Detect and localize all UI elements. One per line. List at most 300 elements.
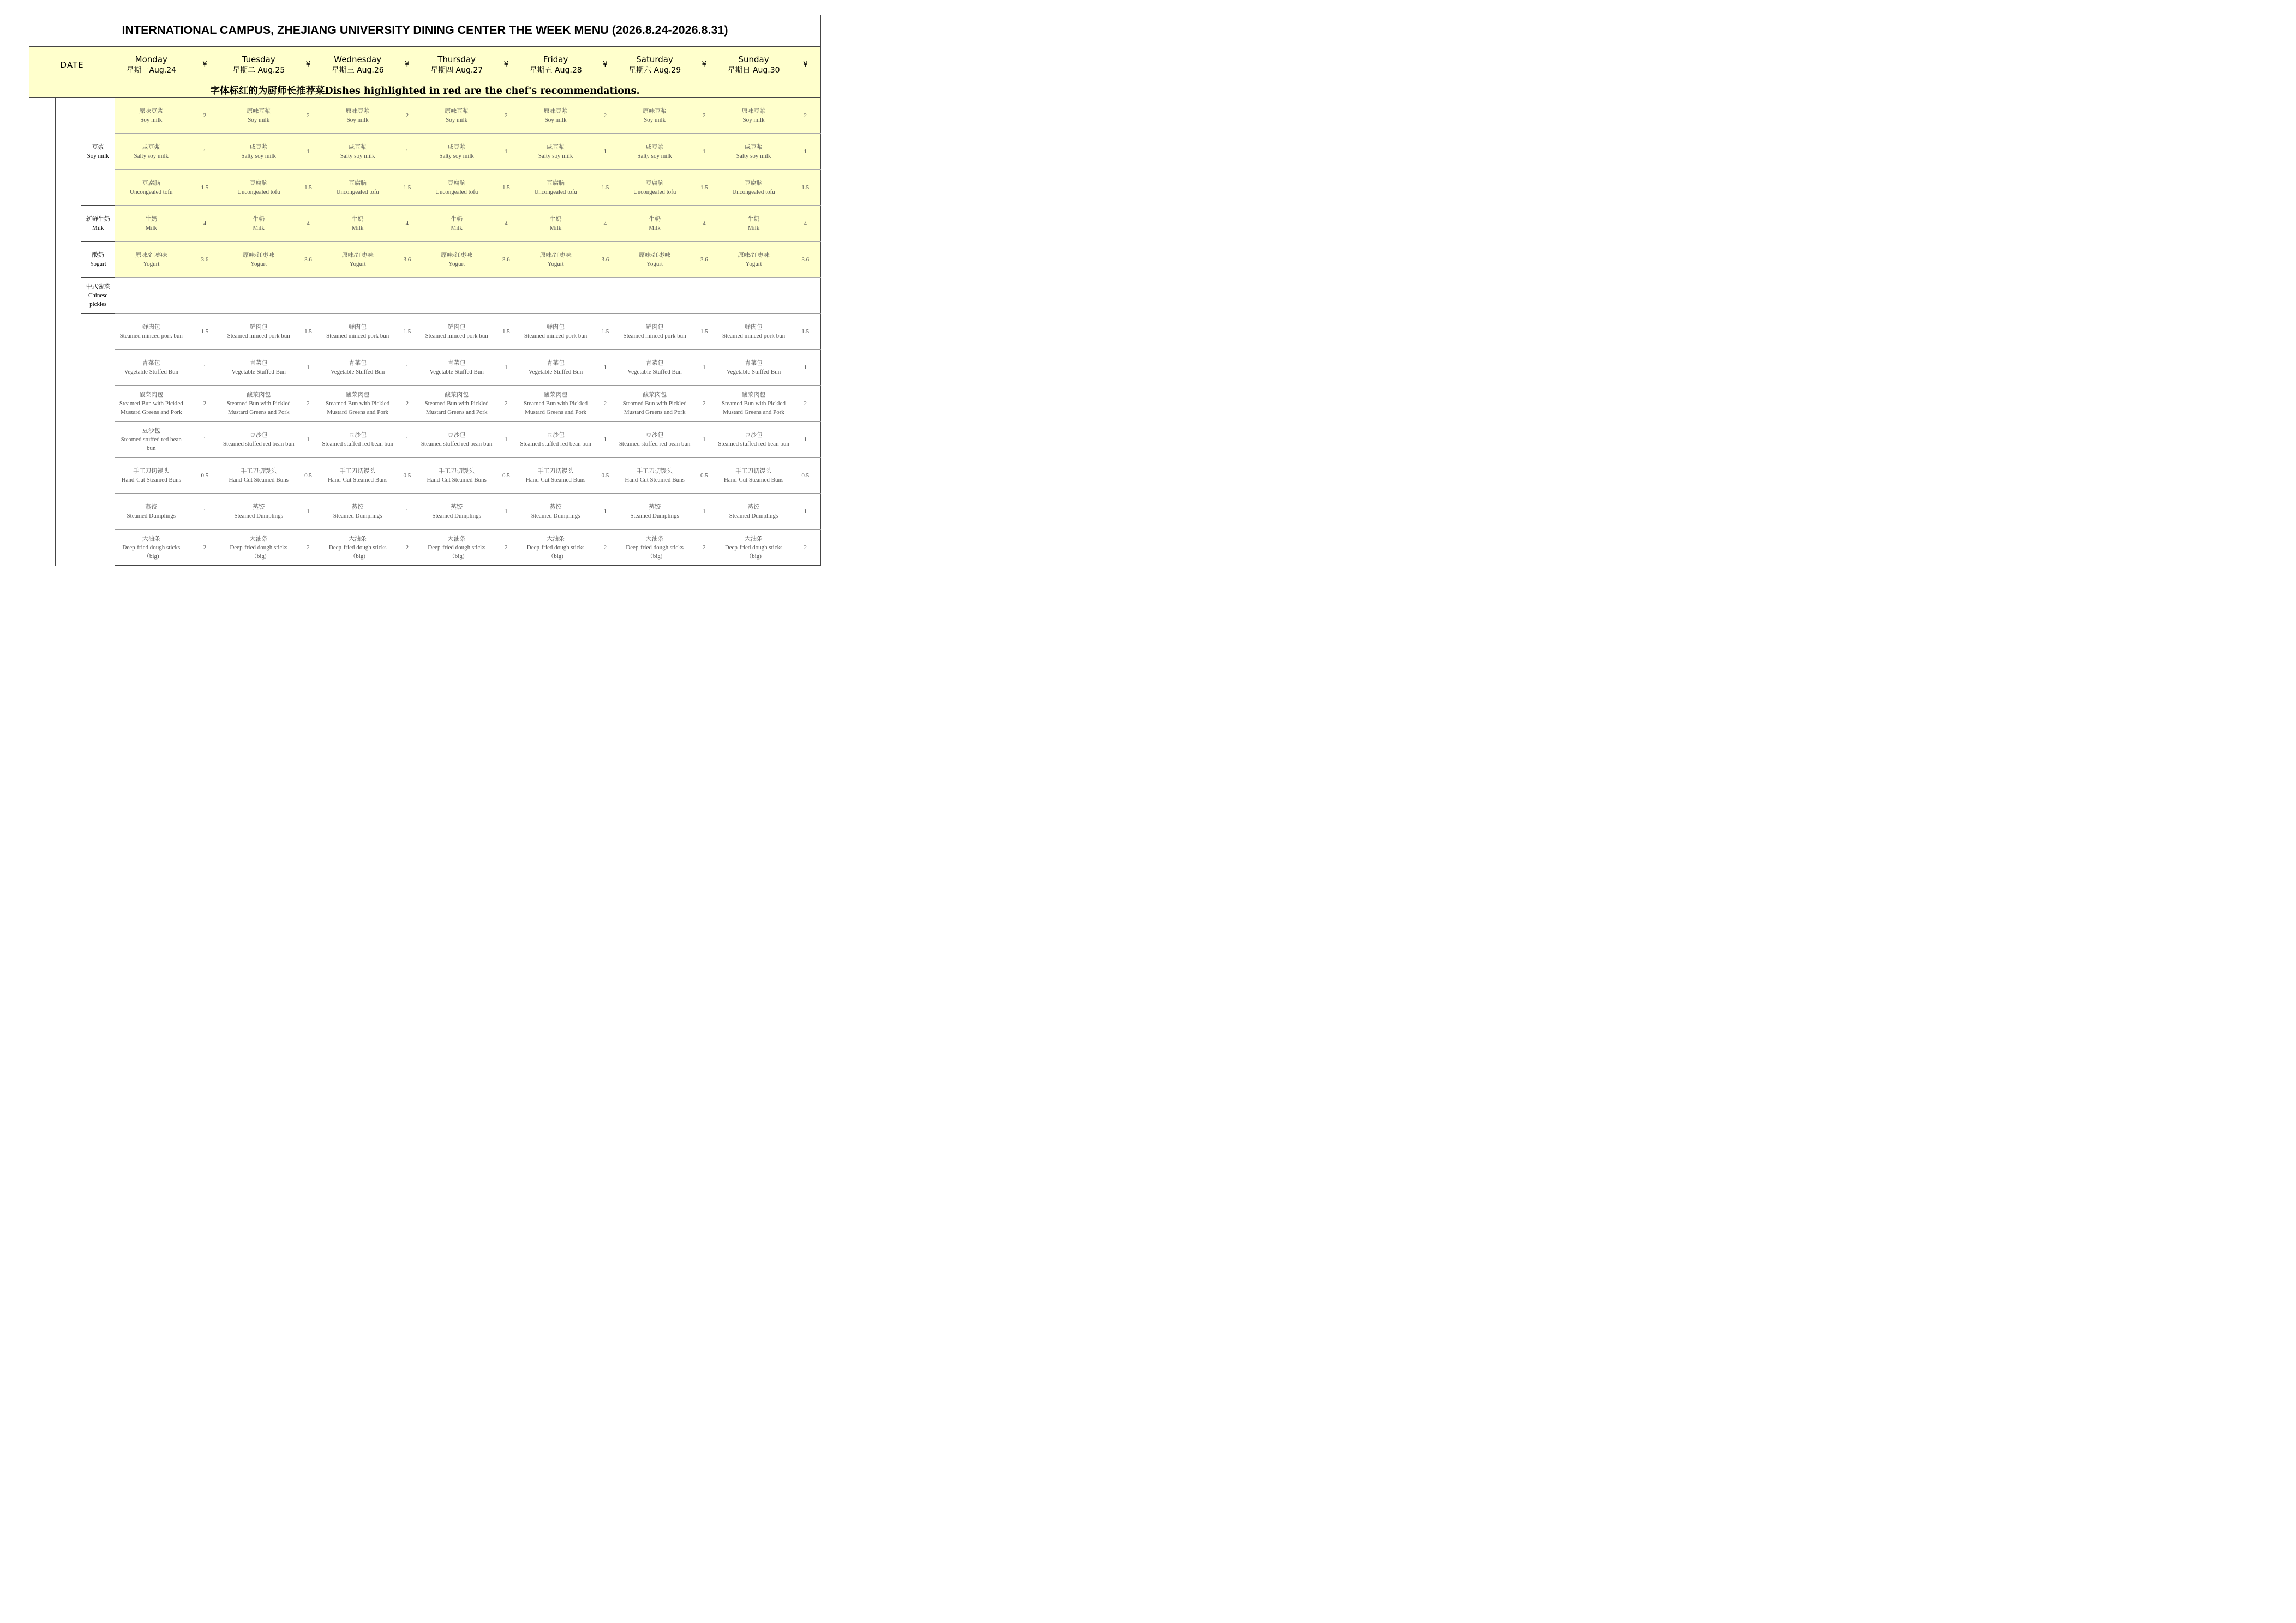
dish-name-en: Yogurt <box>646 260 663 267</box>
dish-cell <box>618 530 691 566</box>
dish-cell <box>717 98 790 134</box>
dish-name-en: Steamed stuffed red bean bun <box>322 440 393 447</box>
dish-name-zh: 大油条 <box>745 535 763 542</box>
dish-name-en: Steamed minced pork bun <box>326 332 389 339</box>
dish-name-zh: 大油条 <box>547 535 565 542</box>
dish-name-zh: 豆沙包 <box>745 431 763 438</box>
dish-name-en: Steamed stuffed red bean bun <box>421 440 493 447</box>
dish-cell <box>717 350 790 386</box>
dish-cell <box>420 458 493 494</box>
dish-name-en: Deep-fried dough sticks（big) <box>230 544 288 560</box>
price-cell: 1.5 <box>295 314 321 350</box>
price-cell: 1 <box>187 134 222 170</box>
dish-name-zh: 手工刀切馒头 <box>133 467 170 474</box>
dish-name-zh: 原味/红枣味 <box>539 251 572 259</box>
price-cell: 2 <box>691 530 717 566</box>
price-cell: 1 <box>592 422 619 458</box>
dish-name-en: Deep-fried dough sticks <box>122 544 181 551</box>
dish-cell <box>321 170 394 206</box>
dish-cell <box>420 422 493 458</box>
dish-cell <box>420 98 493 134</box>
dish-name-en: Soy milk <box>644 116 666 123</box>
price-cell: 1 <box>187 422 222 458</box>
dish-cell <box>115 350 188 386</box>
dish-cell <box>222 458 295 494</box>
dish-name-en: Vegetable Stuffed Bun <box>429 368 484 375</box>
price-cell: 1.5 <box>394 170 421 206</box>
section-spacer <box>29 98 56 566</box>
dish-cell <box>115 314 188 350</box>
price-cell: 2 <box>691 386 717 422</box>
dish-name-en: Steamed minced pork bun <box>425 332 488 339</box>
dish-name-zh: 豆腐脑 <box>249 179 268 187</box>
category-cell <box>81 206 115 242</box>
dish-name-zh: 原味豆浆 <box>445 107 469 115</box>
dish-name-zh: 鲜肉包 <box>745 323 763 330</box>
dish-cell <box>717 494 790 530</box>
price-cell: 2 <box>493 386 519 422</box>
dish-cell <box>115 206 188 242</box>
dish-name-zh: 豆沙包 <box>249 431 268 438</box>
dish-cell <box>717 422 790 458</box>
price-cell: 1 <box>592 134 619 170</box>
dish-name-en: Milk <box>747 224 760 231</box>
category-label: Soy milk <box>87 152 109 159</box>
dish-name-en: Milk <box>351 224 364 231</box>
price-cell: 3.6 <box>394 242 421 278</box>
dish-name-en-cont: Mustard Greens and Pork <box>425 408 488 416</box>
price-cell: 4 <box>394 206 421 242</box>
dish-cell <box>420 242 493 278</box>
yen-header: ¥ <box>295 46 321 83</box>
dish-name-en: Steamed stuffed red bean bun <box>718 440 789 447</box>
price-cell: 2 <box>790 530 820 566</box>
dish-name-en: Hand-Cut Steamed Buns <box>525 476 586 483</box>
dish-name-en: Uncongealed tofu <box>732 188 775 195</box>
dish-name-zh: 咸豆浆 <box>447 143 466 151</box>
dish-cell <box>222 98 295 134</box>
dish-name-en: Steamed Bun with Pickled <box>424 400 489 407</box>
dish-name-en: Steamed Dumplings <box>630 512 679 519</box>
dish-name-zh: 豆腐脑 <box>547 179 565 187</box>
price-cell: 1 <box>493 350 519 386</box>
dish-cell <box>321 494 394 530</box>
day-header <box>618 46 691 83</box>
dish-name-zh: 手工刀切馒头 <box>537 467 574 474</box>
price-cell: 1.5 <box>592 314 619 350</box>
dish-cell <box>115 98 188 134</box>
dish-name-zh: 豆沙包 <box>547 431 565 438</box>
price-cell: 2 <box>493 98 519 134</box>
dish-name-en: Yogurt <box>448 260 465 267</box>
price-cell: 1.5 <box>592 170 619 206</box>
dish-cell <box>222 350 295 386</box>
dish-name-en: Uncongealed tofu <box>435 188 478 195</box>
dish-name-en: Soy milk <box>346 116 369 123</box>
dish-cell <box>519 242 592 278</box>
dish-cell <box>321 98 394 134</box>
dish-name-en: Deep-fried dough sticks（big) <box>724 544 783 560</box>
dish-cell <box>115 170 188 206</box>
dish-cell <box>222 206 295 242</box>
price-cell: 4 <box>790 206 820 242</box>
price-cell: 2 <box>790 386 820 422</box>
dish-name-en: Steamed Dumplings <box>127 512 176 519</box>
dish-name-zh: 鲜肉包 <box>547 323 565 330</box>
dish-name-en: Soy milk <box>742 116 765 123</box>
dish-name-zh: 大油条 <box>349 535 367 542</box>
dish-cell <box>115 458 188 494</box>
dish-name-zh: 原味豆浆 <box>741 107 766 115</box>
dish-name-en-cont: Mustard Greens and Pork <box>723 408 784 416</box>
dish-name-en: Steamed stuffed red bean bun <box>619 440 691 447</box>
dish-name-en: Milk <box>649 224 661 231</box>
price-cell: 3.6 <box>187 242 222 278</box>
price-cell: 3.6 <box>790 242 820 278</box>
dish-name-zh: 牛奶 <box>549 215 562 223</box>
dish-name-zh: 原味/红枣味 <box>639 251 671 259</box>
dish-name-en: Steamed Dumplings <box>333 512 382 519</box>
dish-cell <box>618 134 691 170</box>
dish-name-zh: 大油条 <box>142 535 160 542</box>
price-cell: 1.5 <box>295 170 321 206</box>
price-cell: 1 <box>592 350 619 386</box>
dish-cell <box>222 386 295 422</box>
dish-name-en: Steamed Dumplings <box>234 512 283 519</box>
price-cell: 2 <box>187 530 222 566</box>
price-cell: 4 <box>187 206 222 242</box>
dish-name-zh: 鲜肉包 <box>249 323 268 330</box>
dish-name-zh: 豆沙包 <box>142 427 160 434</box>
dish-name-zh: 青菜包 <box>249 359 268 366</box>
dish-name-en: Milk <box>451 224 463 231</box>
dish-name-en: Steamed stuffed red bean bun <box>520 440 591 447</box>
dish-name-zh: 牛奶 <box>145 215 158 223</box>
price-cell: 1 <box>790 494 820 530</box>
dish-cell <box>519 314 592 350</box>
dish-name-en: Yogurt <box>547 260 564 267</box>
price-cell: 1 <box>394 350 421 386</box>
dish-name-en: Vegetable Stuffed Bun <box>231 368 286 375</box>
recommendation-note: 字体标红的为厨师长推荐菜Dishes highlighted in red are the chef's recommendations. <box>29 83 821 98</box>
dish-cell <box>115 422 188 458</box>
price-cell: 1 <box>295 134 321 170</box>
category-cell <box>81 314 115 566</box>
dish-name-zh: 鲜肉包 <box>447 323 466 330</box>
dish-cell <box>321 314 394 350</box>
price-cell: 1.5 <box>493 170 519 206</box>
dish-name-zh: 蒸饺 <box>351 503 364 510</box>
dish-cell <box>420 134 493 170</box>
dish-name-en: Steamed Dumplings <box>531 512 580 519</box>
dish-cell <box>618 206 691 242</box>
dish-name-en: Salty soy milk <box>241 152 276 159</box>
dish-name-zh: 豆腐脑 <box>645 179 664 187</box>
day-name: Monday <box>135 54 167 64</box>
price-cell: 3.6 <box>592 242 619 278</box>
yen-header: ¥ <box>790 46 820 83</box>
dish-cell <box>115 494 188 530</box>
dish-cell <box>115 134 188 170</box>
price-cell: 1.5 <box>691 170 717 206</box>
dish-name-zh: 青菜包 <box>142 359 160 366</box>
price-cell: 1.5 <box>691 314 717 350</box>
dish-name-en: Deep-fried dough sticks（big) <box>626 544 684 560</box>
category-label: 中式酱菜 <box>86 283 110 290</box>
dish-name-en-cont: （big) <box>143 552 159 560</box>
dish-name-en-cont: Mustard Greens and Pork <box>327 408 389 416</box>
dish-name-en: Steamed minced pork bun <box>227 332 290 339</box>
dish-name-zh: 鲜肉包 <box>349 323 367 330</box>
dish-name-en: Hand-Cut Steamed Buns <box>229 476 289 483</box>
dish-name-en: Steamed minced pork bun <box>722 332 786 339</box>
dish-cell <box>519 458 592 494</box>
dish-cell <box>519 98 592 134</box>
dish-name-en: Hand-Cut Steamed Buns <box>625 476 685 483</box>
dish-name-zh: 咸豆浆 <box>745 143 763 151</box>
dish-name-zh: 咸豆浆 <box>249 143 268 151</box>
price-cell: 0.5 <box>592 458 619 494</box>
dish-name-zh: 咸豆浆 <box>645 143 664 151</box>
price-cell: 1 <box>493 494 519 530</box>
price-cell: 2 <box>394 98 421 134</box>
dish-name-zh: 豆腐脑 <box>745 179 763 187</box>
dish-cell <box>420 314 493 350</box>
menu-page <box>29 15 821 566</box>
dish-cell <box>519 386 592 422</box>
dish-name-zh: 原味豆浆 <box>345 107 370 115</box>
dish-cell <box>519 350 592 386</box>
dish-cell <box>519 170 592 206</box>
dish-name-zh: 青菜包 <box>745 359 763 366</box>
dish-name-zh: 青菜包 <box>645 359 664 366</box>
dish-cell <box>618 494 691 530</box>
price-cell: 1.5 <box>187 170 222 206</box>
price-cell: 1.5 <box>187 314 222 350</box>
day-header <box>519 46 592 83</box>
price-cell: 2 <box>592 530 619 566</box>
dish-name-en: Hand-Cut Steamed Buns <box>327 476 388 483</box>
dish-name-zh: 青菜包 <box>447 359 466 366</box>
dish-name-en-cont: bun <box>147 444 156 452</box>
dish-name-en: Steamed minced pork bun <box>524 332 588 339</box>
dish-name-en: Soy milk <box>140 116 163 123</box>
price-cell: 1 <box>394 134 421 170</box>
dish-name-zh: 青菜包 <box>349 359 367 366</box>
dish-name-en: Milk <box>145 224 157 231</box>
dish-name-zh: 豆腐脑 <box>349 179 367 187</box>
dish-name-en: Vegetable Stuffed Bun <box>528 368 583 375</box>
dish-name-en: Soy milk <box>446 116 468 123</box>
dish-cell <box>115 386 188 422</box>
dish-name-zh: 原味/红枣味 <box>243 251 275 259</box>
dish-name-en: Soy milk <box>248 116 270 123</box>
dish-cell <box>717 242 790 278</box>
dish-name-en: Steamed stuffed red bean bun <box>223 440 295 447</box>
yen-header: ¥ <box>592 46 619 83</box>
dish-cell <box>115 530 188 566</box>
price-cell: 1 <box>493 134 519 170</box>
dish-name-en-cont: Mustard Greens and Pork <box>525 408 586 416</box>
dish-cell <box>618 386 691 422</box>
dish-name-zh: 大油条 <box>249 535 268 542</box>
dish-cell <box>321 458 394 494</box>
dish-cell <box>420 170 493 206</box>
dish-name-en: Salty soy milk <box>637 152 672 159</box>
dish-name-en: Hand-Cut Steamed Buns <box>427 476 487 483</box>
day-date: 星期六 Aug.29 <box>628 65 681 75</box>
price-cell: 0.5 <box>691 458 717 494</box>
price-cell: 1 <box>295 350 321 386</box>
dish-name-zh: 酸菜肉包 <box>445 391 469 398</box>
dish-name-zh: 牛奶 <box>451 215 463 223</box>
price-cell: 2 <box>295 530 321 566</box>
dish-name-en: Soy milk <box>544 116 567 123</box>
dish-name-zh: 酸菜肉包 <box>139 391 164 398</box>
dish-name-zh: 蒸饺 <box>145 503 158 510</box>
dish-name-en: Hand-Cut Steamed Buns <box>121 476 181 483</box>
price-cell: 1 <box>790 134 820 170</box>
dish-name-en: Hand-Cut Steamed Buns <box>723 476 784 483</box>
price-cell: 2 <box>187 98 222 134</box>
price-cell: 0.5 <box>493 458 519 494</box>
dish-cell <box>420 494 493 530</box>
price-cell: 1.5 <box>790 314 820 350</box>
price-cell: 1 <box>394 422 421 458</box>
dish-name-en: Vegetable Stuffed Bun <box>726 368 781 375</box>
dish-cell <box>420 206 493 242</box>
price-cell: 3.6 <box>691 242 717 278</box>
dish-name-zh: 手工刀切馒头 <box>241 467 277 474</box>
price-cell: 2 <box>592 386 619 422</box>
dish-name-en: Yogurt <box>745 260 762 267</box>
day-date: 星期二 Aug.25 <box>232 65 285 75</box>
day-name: Thursday <box>437 54 476 64</box>
price-cell: 1 <box>790 350 820 386</box>
price-cell: 4 <box>592 206 619 242</box>
dish-name-en: Deep-fried dough sticks（big) <box>526 544 585 560</box>
dish-cell <box>717 458 790 494</box>
dish-name-zh: 蒸饺 <box>747 503 760 510</box>
dish-cell <box>420 350 493 386</box>
price-cell: 1 <box>394 494 421 530</box>
dish-name-zh: 原味/红枣味 <box>135 251 167 259</box>
yen-header: ¥ <box>394 46 421 83</box>
dish-name-en: Yogurt <box>143 260 160 267</box>
price-cell: 2 <box>394 386 421 422</box>
dish-name-zh: 牛奶 <box>351 215 364 223</box>
price-cell: 4 <box>295 206 321 242</box>
dish-name-zh: 酸菜肉包 <box>741 391 766 398</box>
dish-name-zh: 牛奶 <box>649 215 661 223</box>
dish-name-zh: 豆腐脑 <box>142 179 160 187</box>
dish-name-en: Milk <box>253 224 265 231</box>
price-cell: 0.5 <box>295 458 321 494</box>
price-cell: 1.5 <box>394 314 421 350</box>
day-date: 星期日 Aug.30 <box>727 65 780 75</box>
dish-name-zh: 牛奶 <box>747 215 760 223</box>
dish-name-en: Deep-fried dough sticks（big) <box>428 544 485 560</box>
page-title: INTERNATIONAL CAMPUS, ZHEJIANG UNIVERSITY DINING CENTER THE WEEK MENU (2026.8.24-2026.8.31) <box>29 15 821 46</box>
dish-name-zh: 手工刀切馒头 <box>339 467 376 474</box>
day-date: 星期三 Aug.26 <box>331 65 384 75</box>
dish-cell <box>321 350 394 386</box>
dish-name-zh: 原味豆浆 <box>543 107 568 115</box>
price-cell: 1 <box>187 494 222 530</box>
dish-cell <box>717 530 790 566</box>
day-name: Friday <box>543 54 568 64</box>
price-cell: 1 <box>295 494 321 530</box>
day-name: Saturday <box>636 54 673 64</box>
day-header <box>321 46 394 83</box>
price-cell: 0.5 <box>187 458 222 494</box>
price-cell: 0.5 <box>394 458 421 494</box>
category-label: Milk <box>92 224 104 231</box>
dish-cell <box>519 206 592 242</box>
yen-header: ¥ <box>691 46 717 83</box>
dish-name-en: Salty soy milk <box>538 152 573 159</box>
dish-cell <box>717 386 790 422</box>
dish-name-zh: 酸菜肉包 <box>345 391 370 398</box>
day-name: Wednesday <box>334 54 382 64</box>
category-cell <box>81 242 115 278</box>
category-label: Chinese <box>88 292 108 299</box>
dish-name-en: Uncongealed tofu <box>534 188 577 195</box>
dish-name-en: Vegetable Stuffed Bun <box>330 368 385 375</box>
dish-cell <box>618 170 691 206</box>
category-cell <box>81 278 115 314</box>
dish-cell <box>519 494 592 530</box>
dish-name-en: Vegetable Stuffed Bun <box>627 368 682 375</box>
price-cell: 1.5 <box>790 170 820 206</box>
category-label: 豆浆 <box>92 143 104 151</box>
section-spacer <box>55 98 81 566</box>
dish-name-zh: 手工刀切馒头 <box>439 467 475 474</box>
yen-header: ¥ <box>493 46 519 83</box>
day-date: 星期四 Aug.27 <box>430 65 483 75</box>
price-cell: 1 <box>187 350 222 386</box>
dish-name-en: Steamed minced pork bun <box>623 332 686 339</box>
dish-name-en: Steamed Dumplings <box>432 512 481 519</box>
dish-name-zh: 蒸饺 <box>451 503 463 510</box>
dish-name-zh: 手工刀切馒头 <box>735 467 772 474</box>
dish-name-zh: 豆沙包 <box>645 431 664 438</box>
price-cell: 2 <box>790 98 820 134</box>
dish-name-en: Steamed Dumplings <box>729 512 778 519</box>
dish-name-zh: 咸豆浆 <box>547 143 565 151</box>
dish-cell <box>222 494 295 530</box>
dish-name-en: Salty soy milk <box>439 152 474 159</box>
dish-name-en-cont: Mustard Greens and Pork <box>624 408 686 416</box>
dish-cell <box>321 206 394 242</box>
dish-name-en: Steamed minced pork bun <box>119 332 183 339</box>
dish-cell <box>115 242 188 278</box>
dish-cell <box>519 422 592 458</box>
price-cell: 3.6 <box>295 242 321 278</box>
dish-cell <box>222 314 295 350</box>
category-label: Yogurt <box>89 260 106 267</box>
dish-name-en: Salty soy milk <box>340 152 375 159</box>
price-cell: 1 <box>691 350 717 386</box>
price-cell: 2 <box>295 386 321 422</box>
price-cell: 2 <box>592 98 619 134</box>
dish-name-zh: 原味豆浆 <box>643 107 667 115</box>
dish-name-zh: 咸豆浆 <box>349 143 367 151</box>
price-cell: 1 <box>691 422 717 458</box>
day-date: 星期一Aug.24 <box>126 65 177 75</box>
day-date: 星期五 Aug.28 <box>529 65 582 75</box>
dish-name-zh: 豆腐脑 <box>447 179 466 187</box>
